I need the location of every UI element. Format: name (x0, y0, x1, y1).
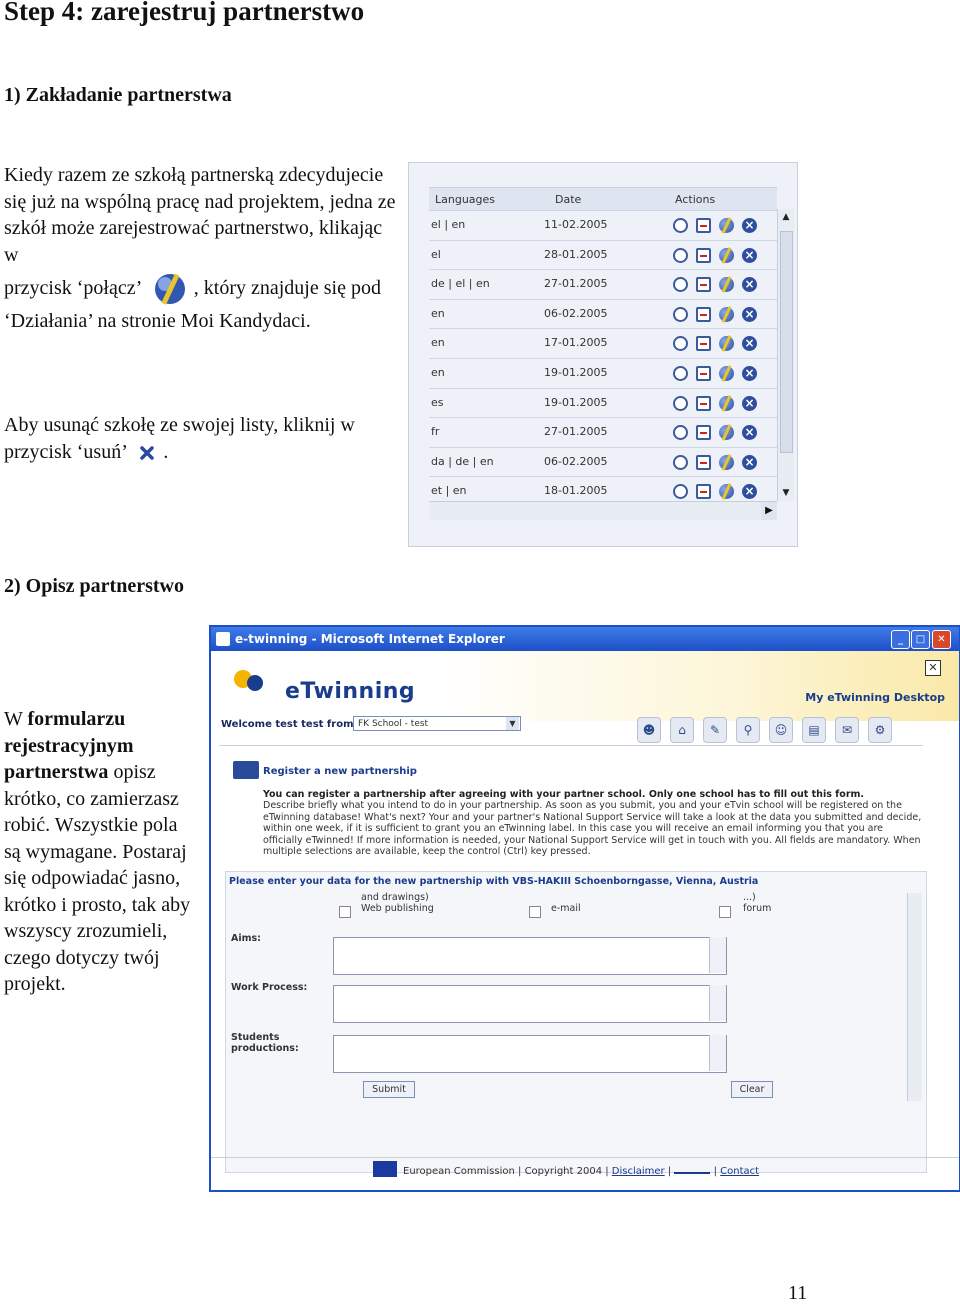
nav-icon-bar (637, 717, 901, 743)
delete-icon[interactable]: × (742, 366, 757, 381)
edit-icon[interactable] (696, 455, 711, 470)
message-icon[interactable] (673, 248, 688, 263)
chat-icon[interactable]: ✉ (835, 717, 859, 743)
para1-text-c: , który znajduje się pod ‘Działania’ na stronie Moi Kandydaci. (4, 277, 381, 332)
school-select[interactable] (353, 716, 521, 731)
page-number: 11 (788, 1282, 808, 1304)
label-work-process: Work Process: (231, 982, 308, 993)
maximize-icon[interactable]: □ (911, 630, 930, 649)
page-heading: Step 4: zarejestruj partnerstwo (4, 0, 365, 26)
edit-icon[interactable] (696, 336, 711, 351)
message-icon[interactable] (673, 218, 688, 233)
delete-icon[interactable]: × (742, 307, 757, 322)
row-actions (673, 452, 765, 471)
edit-icon[interactable] (696, 307, 711, 322)
row-date: 18-01.2005 (544, 484, 608, 498)
intro-bold-text: You can register a partnership after agreeing with your partner school. Only one school has to fill out this form. (263, 789, 865, 800)
message-icon[interactable] (673, 425, 688, 440)
delete-icon[interactable]: × (742, 336, 757, 351)
edit-icon[interactable] (696, 248, 711, 263)
row-date: 27-01.2005 (544, 277, 608, 291)
row-languages: el | en (431, 218, 466, 231)
para2-text-b: . (163, 440, 169, 463)
section1-paragraph2 (4, 412, 396, 465)
delete-icon[interactable]: × (742, 248, 757, 263)
checkbox-e-mail[interactable] (529, 906, 541, 918)
row-languages: el (431, 247, 441, 261)
etwinning-logo: eTwinning (285, 679, 416, 704)
people-icon[interactable]: ☻ (637, 717, 661, 743)
row-actions (673, 215, 765, 234)
edit-icon[interactable] (696, 484, 711, 499)
footer: European Commission | Copyright 2004 | Disclaimer | | Contact (403, 1166, 760, 1177)
close-panel-icon[interactable]: ✕ (925, 660, 941, 676)
connect-icon[interactable] (719, 248, 734, 263)
row-actions (673, 363, 765, 382)
table-row (429, 388, 777, 419)
header-languages: Languages (435, 193, 496, 206)
edit-icon[interactable] (696, 366, 711, 381)
vertical-scrollbar[interactable] (777, 209, 794, 501)
header-divider (219, 745, 923, 746)
edit-icon[interactable] (696, 218, 711, 233)
horizontal-scrollbar[interactable] (429, 501, 777, 520)
close-window-icon[interactable]: ✕ (932, 630, 951, 649)
section2-paragraph (4, 706, 194, 998)
footer-ec: European Commission (403, 1166, 515, 1177)
section1-title: 1) Zakładanie partnerstwa (4, 84, 232, 106)
connect-icon[interactable] (719, 455, 734, 470)
connect-icon[interactable] (719, 277, 734, 292)
footer-disclaimer-link[interactable]: Disclaimer (611, 1166, 665, 1177)
row-date: 17-01.2005 (544, 336, 608, 350)
delete-icon[interactable]: × (742, 396, 757, 411)
checkbox-web-publishing[interactable] (339, 906, 351, 918)
message-icon[interactable] (673, 307, 688, 322)
row-date: 19-01.2005 (544, 395, 608, 409)
submit-button[interactable]: Submit (363, 1081, 415, 1098)
school-icon[interactable]: ⌂ (670, 717, 694, 743)
message-icon[interactable] (673, 277, 688, 292)
para1-text-b: przycisk ‘połącz’ (4, 277, 141, 299)
row-languages: es (431, 395, 444, 409)
table-row (429, 210, 777, 241)
para2-text-a: Aby usunąć szkołę ze swojej listy, kliknij w przycisk ‘usuń’ (4, 414, 355, 463)
footer-copyright: Copyright 2004 (524, 1166, 603, 1177)
edit-icon[interactable] (696, 277, 711, 292)
row-actions (673, 393, 765, 412)
message-icon[interactable] (673, 366, 688, 381)
search-icon[interactable]: ⚲ (736, 717, 760, 743)
ie-icon (216, 632, 230, 646)
delete-icon (135, 441, 159, 465)
window-title: e-twinning - Microsoft Internet Explorer (235, 632, 505, 646)
row-languages: en (431, 366, 445, 379)
connect-icon[interactable] (719, 484, 734, 499)
message-icon[interactable] (673, 455, 688, 470)
document-icon[interactable]: ▤ (802, 717, 826, 743)
section2-title: 2) Opisz partnerstwo (4, 575, 184, 597)
connect-icon[interactable] (719, 366, 734, 381)
row-actions (673, 274, 765, 293)
connect-icon (152, 271, 188, 307)
checkbox-forum[interactable] (719, 906, 731, 918)
table-row (429, 299, 777, 330)
delete-icon[interactable]: × (742, 277, 757, 292)
delete-icon[interactable]: × (742, 484, 757, 499)
scroll-down-arrow-icon[interactable]: ▼ (782, 488, 790, 498)
aims-scrollbar[interactable] (709, 937, 726, 973)
students-productions-textarea[interactable] (333, 1035, 727, 1073)
message-icon[interactable] (673, 336, 688, 351)
partnership-icon (233, 761, 259, 779)
header-actions: Actions (675, 193, 716, 206)
row-languages: da | de | en (431, 454, 494, 468)
row-actions (673, 422, 765, 441)
row-languages: en (431, 336, 445, 350)
table-row (429, 269, 777, 300)
header-date: Date (555, 193, 582, 206)
row-languages: de | el | en (431, 277, 490, 291)
chevron-down-icon[interactable]: ▼ (506, 717, 519, 730)
connect-icon[interactable] (719, 307, 734, 322)
footer-swoosh-logo (674, 1164, 710, 1174)
row-languages: fr (431, 425, 440, 439)
connect-icon[interactable] (719, 396, 734, 411)
option-text-drawings: and drawings) (361, 892, 429, 903)
footer-contact-link[interactable]: Contact (720, 1166, 760, 1177)
footer-divider (211, 1157, 959, 1158)
row-date: 11-02.2005 (544, 218, 608, 231)
row-date: 06-02.2005 (544, 454, 608, 468)
school-select-value: FK School - test (358, 719, 429, 729)
partners-icon[interactable]: ☺ (769, 717, 793, 743)
para3-text-bold: formularzu rejestracyjnym partnerstwa (4, 708, 134, 783)
delete-icon[interactable]: × (742, 218, 757, 233)
section1-paragraph1 (4, 162, 396, 335)
row-actions (673, 481, 765, 500)
table-row (429, 417, 777, 448)
row-date: 27-01.2005 (544, 425, 608, 439)
delete-icon[interactable]: × (742, 455, 757, 470)
table-row (429, 447, 777, 478)
row-actions (673, 245, 765, 264)
table-row (429, 240, 777, 271)
intro-text: Describe briefly what you intend to do in your partnership. As soon as you submit, you and your eTvin school will be registered on the eTwinning database! What's next? Your and your partner's National Support Service will take a look at the data you submitted and decide, within one week, if it is sufficient to grant you an eTwinning label. In this case you will receive an email informing you that you are officially eTwinned! If more information is needed, your National Support Service will get in touch with you. All fields are mandatory. When multiple selections are available, keep the control (Ctrl) key pressed. (263, 800, 922, 857)
welcome-text: Welcome test test from (221, 719, 354, 730)
scroll-right-arrow-icon[interactable]: ▶ (761, 502, 777, 520)
row-languages: et | en (431, 484, 467, 498)
row-actions (673, 304, 765, 323)
projects-icon[interactable]: ✎ (703, 717, 727, 743)
row-date: 06-02.2005 (544, 306, 608, 320)
edit-icon[interactable] (696, 425, 711, 440)
form-scrollbar[interactable] (907, 893, 922, 1101)
work-process-scrollbar[interactable] (709, 985, 726, 1021)
partners-table-screenshot (408, 162, 798, 547)
scroll-thumb[interactable] (780, 231, 793, 453)
table-row (429, 328, 777, 359)
work-process-textarea[interactable] (333, 985, 727, 1023)
minimize-icon[interactable]: _ (891, 630, 910, 649)
option-e-mail: e-mail (551, 903, 581, 914)
delete-icon[interactable]: × (742, 425, 757, 440)
settings-icon[interactable]: ⚙ (868, 717, 892, 743)
para3-text-a: W (4, 708, 28, 730)
row-date: 28-01.2005 (544, 247, 608, 261)
message-icon[interactable] (673, 396, 688, 411)
aims-textarea[interactable] (333, 937, 727, 975)
row-date: 19-01.2005 (544, 366, 608, 379)
scroll-up-arrow-icon[interactable]: ▲ (782, 212, 790, 222)
label-aims: Aims: (231, 933, 261, 944)
message-icon[interactable] (673, 484, 688, 499)
label-students-productions: Students productions: (231, 1032, 299, 1054)
students-productions-scrollbar[interactable] (709, 1035, 726, 1071)
desktop-link[interactable]: My eTwinning Desktop (805, 691, 945, 704)
table-header (429, 187, 777, 211)
edit-icon[interactable] (696, 396, 711, 411)
table-row (429, 358, 777, 389)
option-forum: forum (743, 903, 772, 914)
register-title: Register a new partnership (263, 766, 417, 777)
eu-flag-icon (373, 1161, 397, 1177)
para1-text-a: Kiedy razem ze szkołą partnerską zdecydujecie się już na wspólną pracę nad projektem, jedna ze szkół może zarejestrować partnerstwo, klikając w (4, 164, 396, 266)
option-text-more: ...) (743, 892, 756, 903)
para3-text-b: opisz krótko, co zamierzasz robić. Wszystkie pola są wymagane. Postaraj się odpowiadać jasno, krótko i prosto, tak aby wszyscy zrozumieli, czego dotyczy twój projekt. (4, 761, 191, 995)
connect-icon[interactable] (719, 425, 734, 440)
etwinning-logo-icon (229, 665, 269, 703)
row-actions (673, 333, 765, 352)
connect-icon[interactable] (719, 218, 734, 233)
option-web-publishing: Web publishing (361, 903, 434, 914)
form-heading: Please enter your data for the new partnership with VBS-HAKIII Schoenborngasse, Vienna, Austria (229, 876, 759, 887)
row-languages: en (431, 306, 445, 320)
clear-button[interactable]: Clear (731, 1081, 773, 1098)
browser-window-screenshot (209, 625, 960, 1192)
connect-icon[interactable] (719, 336, 734, 351)
window-titlebar (211, 627, 959, 651)
